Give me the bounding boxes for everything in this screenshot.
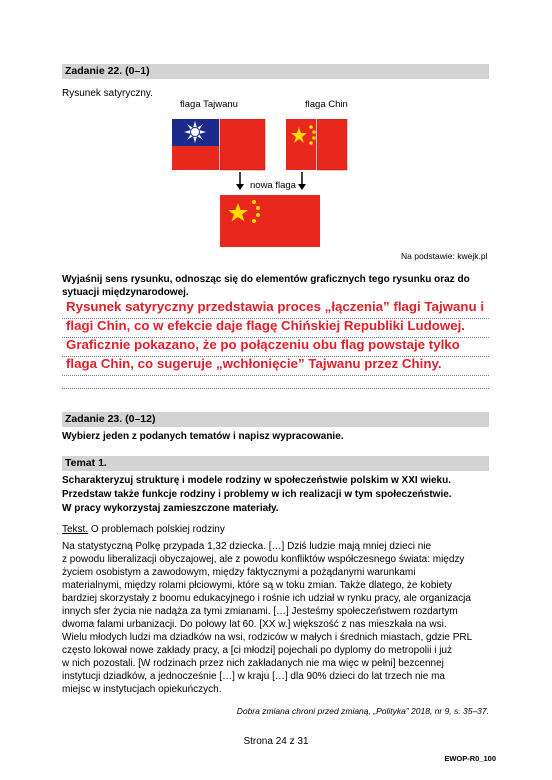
source-text-line: często lokował nowe zakłady pracy, a [ci młodzi] pojechali po dyplomy do metropolii i już	[62, 645, 452, 656]
task22-heading-bar	[62, 64, 489, 79]
source-text-label: Tekst.	[62, 524, 89, 535]
answer-line-1: Rysunek satyryczny przedstawia proces „łączenia” flagi Tajwanu i	[66, 299, 485, 314]
task23-heading: Zadanie 23. (0–12)	[65, 413, 156, 425]
source-text-line: z powodu liberalizacji obyczajowej, ale z powodu konfliktów współczesnego świata: między	[62, 554, 465, 565]
answer-line-4: flaga Chin, co sugeruje „wchłonięcie” Tajwanu przez Chiny.	[66, 356, 442, 371]
source-text-title	[62, 523, 225, 536]
task23-instruction: Wybierz jeden z podanych tematów i napisz wypracowanie.	[62, 431, 344, 442]
page-number: Strona 24 z 31	[243, 736, 309, 747]
topic-line-3: W pracy wykorzystaj zamieszczone materiały.	[62, 503, 279, 514]
label-taiwan-flag: flaga Tajwanu	[180, 99, 238, 110]
source-text-line: miejsc w instytucjach opiekuńczych.	[62, 684, 222, 695]
down-arrow-icon	[236, 172, 244, 190]
source-text-line: bardziej skorzystały z boomu edukacyjnego i rośnie ich udział w rynku pracy, ale organizacja	[62, 593, 471, 604]
topic-heading: Temat 1.	[65, 457, 107, 469]
china-flag-red-half-icon	[317, 119, 347, 170]
answer-line-3: Graficznie pokazano, że po połączeniu obu flag powstaje tylko	[66, 337, 460, 352]
task22-heading: Zadanie 22. (0–1)	[65, 65, 150, 77]
task22-question-line-2: sytuacji międzynarodowej.	[62, 287, 189, 298]
task22-intro: Rysunek satyryczny.	[62, 88, 153, 99]
source-citation: Dobra zmiana chroni przed zmianą, „Polityka” 2018, nr 9, s. 35–37.	[236, 706, 489, 716]
label-china-flag: flaga Chin	[305, 99, 348, 110]
source-text-heading: O problemach polskiej rodziny	[88, 524, 225, 535]
source-text-line: Wielu młodych ludzi ma dziadków na wsi, rodziców w małych i średnich miastach, gdzie PRL	[62, 632, 473, 643]
new-flag-icon	[220, 195, 320, 247]
image-source: Na podstawie: kwejk.pl	[401, 251, 488, 261]
source-text-line: materialnymi, między rolami płciowymi, które są w toku zmian. Także dlatego, że kobiety	[62, 580, 452, 591]
answer-line	[62, 388, 489, 389]
task23-heading-bar	[62, 412, 489, 427]
source-text-line: instytucji dziadków, a jednocześnie […] w kraju […] dla 90% dzieci do lat trzech nie ma	[62, 671, 445, 682]
answer-line-2: flagi Chin, co w efekcie daje flagę Chińskiej Republiki Ludowej.	[66, 318, 465, 333]
label-new-flag: nowa flaga	[250, 180, 296, 191]
source-text-line: w nich pozostali. [W rodzinach przez nich zakładanych nie ma więc w pełni] bezcennej	[62, 658, 444, 669]
exam-code: EWOP-R0_100	[444, 754, 496, 763]
task22-question-line-1: Wyjaśnij sens rysunku, odnosząc się do elementów graficznych tego rysunku oraz do	[62, 274, 470, 285]
answer-line	[62, 375, 489, 376]
topic-line-2: Przedstaw także funkcje rodziny i problemy w ich realizacji w tym społeczeństwie.	[62, 489, 452, 500]
source-text-line: Na statystyczną Polkę przypada 1,32 dziecka. […] Dziś ludzie mają mniej dzieci nie	[62, 541, 432, 552]
down-arrow-icon	[298, 172, 306, 190]
source-text-line: życiem osobistym a zawodowym, między faktycznymi a pożądanymi warunkami	[62, 567, 416, 578]
china-flag-half-icon	[286, 119, 316, 170]
topic-line-1: Scharakteryzuj strukturę i modele rodziny w społeczeństwie polskim w XXI wieku.	[62, 475, 452, 486]
source-text-line: dwoma falami urbanizacji. Do połowy lat 60. [XX w.] większość z nas mieszkała na wsi.	[62, 619, 447, 630]
source-text-line: innych sfer życia nie nadąża za tymi zmianami. […] Jesteśmy społeczeństwem rozdartym	[62, 606, 458, 617]
taiwan-flag-half-icon	[172, 119, 219, 170]
topic-heading-bar	[62, 456, 489, 471]
taiwan-flag-red-half-icon	[220, 119, 265, 170]
